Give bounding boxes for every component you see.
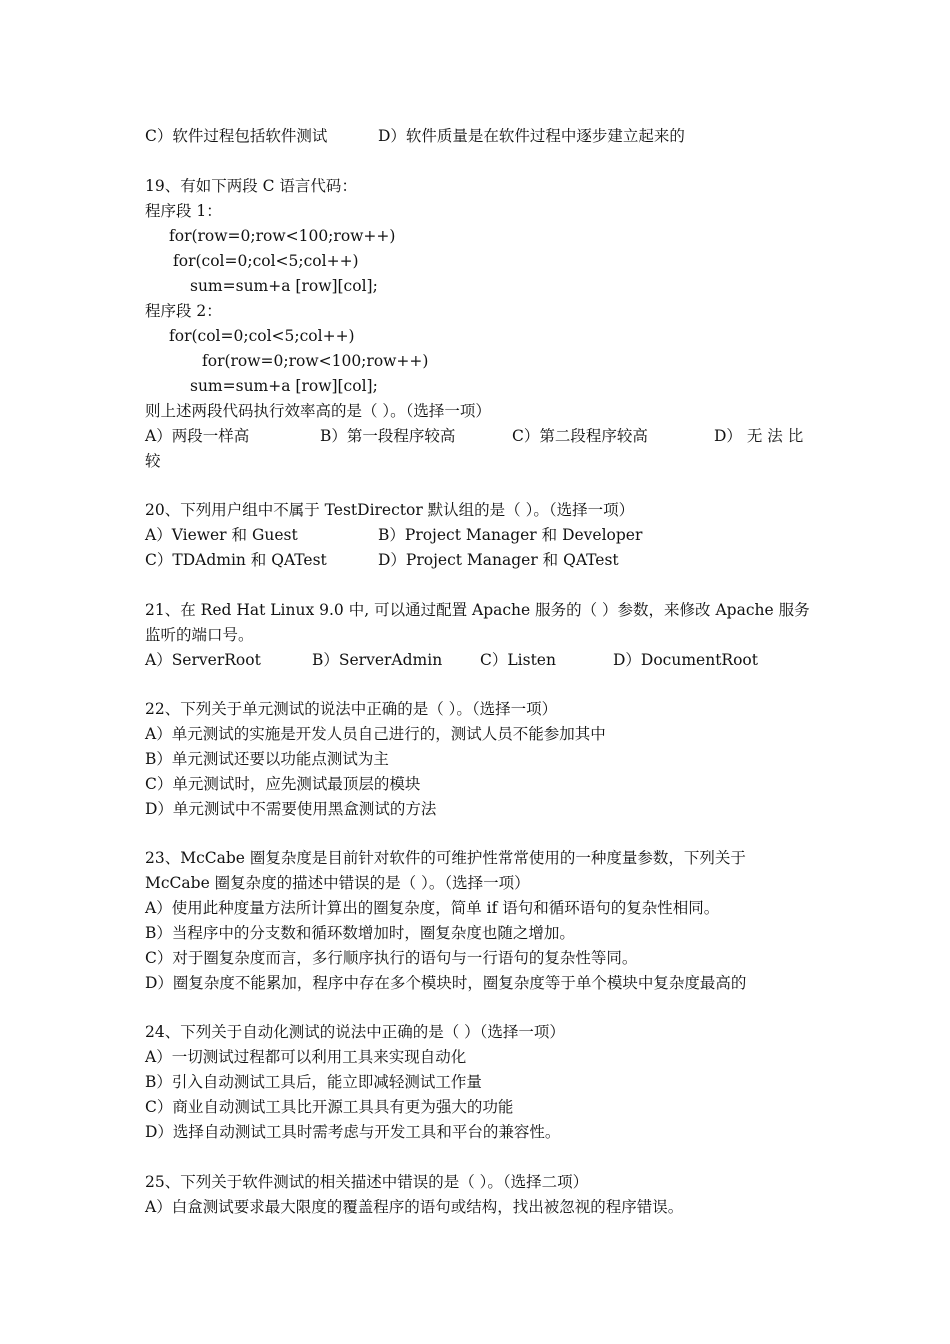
q19-segment2-code-line: sum=sum+a [row][col];: [190, 377, 378, 395]
q20-option-c: C）TDAdmin 和 QATest: [145, 551, 327, 569]
q22-option-b: B）单元测试还要以功能点测试为主: [145, 750, 389, 768]
q18-options-row: [0, 126, 950, 146]
q19-segment1-code-line: for(col=0;col<5;col++): [173, 252, 359, 270]
q19-option-d: D） 无 法 比: [714, 427, 804, 445]
q19-segment2-label: 程序段 2：: [145, 302, 222, 320]
q24-option-a: A）一切测试过程都可以利用工具来实现自动化: [145, 1048, 467, 1066]
q24-option-c: C）商业自动测试工具比开源工具具有更为强大的功能: [145, 1098, 514, 1116]
q21-stem-continuation: 监听的端口号。: [145, 626, 254, 644]
q20-option-b: B）Project Manager 和 Developer: [378, 526, 643, 544]
q19-option-d-continuation: 较: [145, 452, 161, 470]
q22-stem: 22、下列关于单元测试的说法中正确的是（ ）。（选择一项）: [145, 700, 558, 718]
q20-options-row-1: [0, 525, 950, 545]
q23-stem-continuation: McCabe 圈复杂度的描述中错误的是（ ）。（选择一项）: [145, 874, 530, 892]
q21-option-b: B）ServerAdmin: [312, 651, 443, 669]
q19-stem: 19、有如下两段 C 语言代码：: [145, 177, 357, 195]
q19-option-a: A）两段一样高: [145, 427, 250, 445]
q19-segment2-code-line: for(col=0;col<5;col++): [169, 327, 355, 345]
q19-option-b: B）第一段程序较高: [320, 427, 456, 445]
q21-option-c: C）Listen: [480, 651, 556, 669]
q19-segment1-code-line: for(row=0;row<100;row++): [169, 227, 396, 245]
q19-options-row: [0, 426, 950, 446]
q23-option-d: D）圈复杂度不能累加，程序中存在多个模块时，圈复杂度等于单个模块中复杂度最高的: [145, 974, 747, 992]
q24-option-d: D）选择自动测试工具时需考虑与开发工具和平台的兼容性。: [145, 1123, 561, 1141]
q22-option-a: A）单元测试的实施是开发人员自己进行的，测试人员不能参加其中: [145, 725, 606, 743]
q19-question: 则上述两段代码执行效率高的是（ ）。（选择一项）: [145, 402, 491, 420]
q24-option-b: B）引入自动测试工具后，能立即减轻测试工作量: [145, 1073, 482, 1091]
q25-option-a: A）白盒测试要求最大限度的覆盖程序的语句或结构，找出被忽视的程序错误。: [145, 1198, 684, 1216]
q22-option-d: D）单元测试中不需要使用黑盒测试的方法: [145, 800, 437, 818]
q19-segment1-code-line: sum=sum+a [row][col];: [190, 277, 378, 295]
q21-options-row: [0, 650, 950, 670]
q23-option-b: B）当程序中的分支数和循环数增加时，圈复杂度也随之增加。: [145, 924, 575, 942]
q24-stem: 24、下列关于自动化测试的说法中正确的是（ ）（选择一项）: [145, 1023, 565, 1041]
q25-stem: 25、下列关于软件测试的相关描述中错误的是（ ）。（选择二项）: [145, 1173, 589, 1191]
q18-option-c: C）软件过程包括软件测试: [145, 127, 328, 145]
q19-segment2-code-line: for(row=0;row<100;row++): [202, 352, 429, 370]
q19-option-c: C）第二段程序较高: [512, 427, 648, 445]
q23-option-c: C）对于圈复杂度而言，多行顺序执行的语句与一行语句的复杂性等同。: [145, 949, 638, 967]
q22-option-c: C）单元测试时，应先测试最顶层的模块: [145, 775, 421, 793]
q19-segment1-label: 程序段 1：: [145, 202, 222, 220]
q18-option-d: D）软件质量是在软件过程中逐步建立起来的: [378, 127, 685, 145]
q21-stem: 21、在 Red Hat Linux 9.0 中, 可以通过配置 Apache 服务的（ ）参数，来修改 Apache 服务: [145, 601, 810, 619]
q20-stem: 20、下列用户组中不属于 TestDirector 默认组的是（ ）。（选择一项）: [145, 501, 635, 519]
q20-option-d: D）Project Manager 和 QATest: [378, 551, 619, 569]
q21-option-d: D）DocumentRoot: [613, 651, 758, 669]
q20-option-a: A）Viewer 和 Guest: [145, 526, 298, 544]
q23-option-a: A）使用此种度量方法所计算出的圈复杂度，简单 if 语句和循环语句的复杂性相同。: [145, 899, 720, 917]
q21-option-a: A）ServerRoot: [145, 651, 261, 669]
q23-stem: 23、McCabe 圈复杂度是目前针对软件的可维护性常常使用的一种度量参数，下列关于: [145, 849, 746, 867]
q20-options-row-2: [0, 550, 950, 570]
